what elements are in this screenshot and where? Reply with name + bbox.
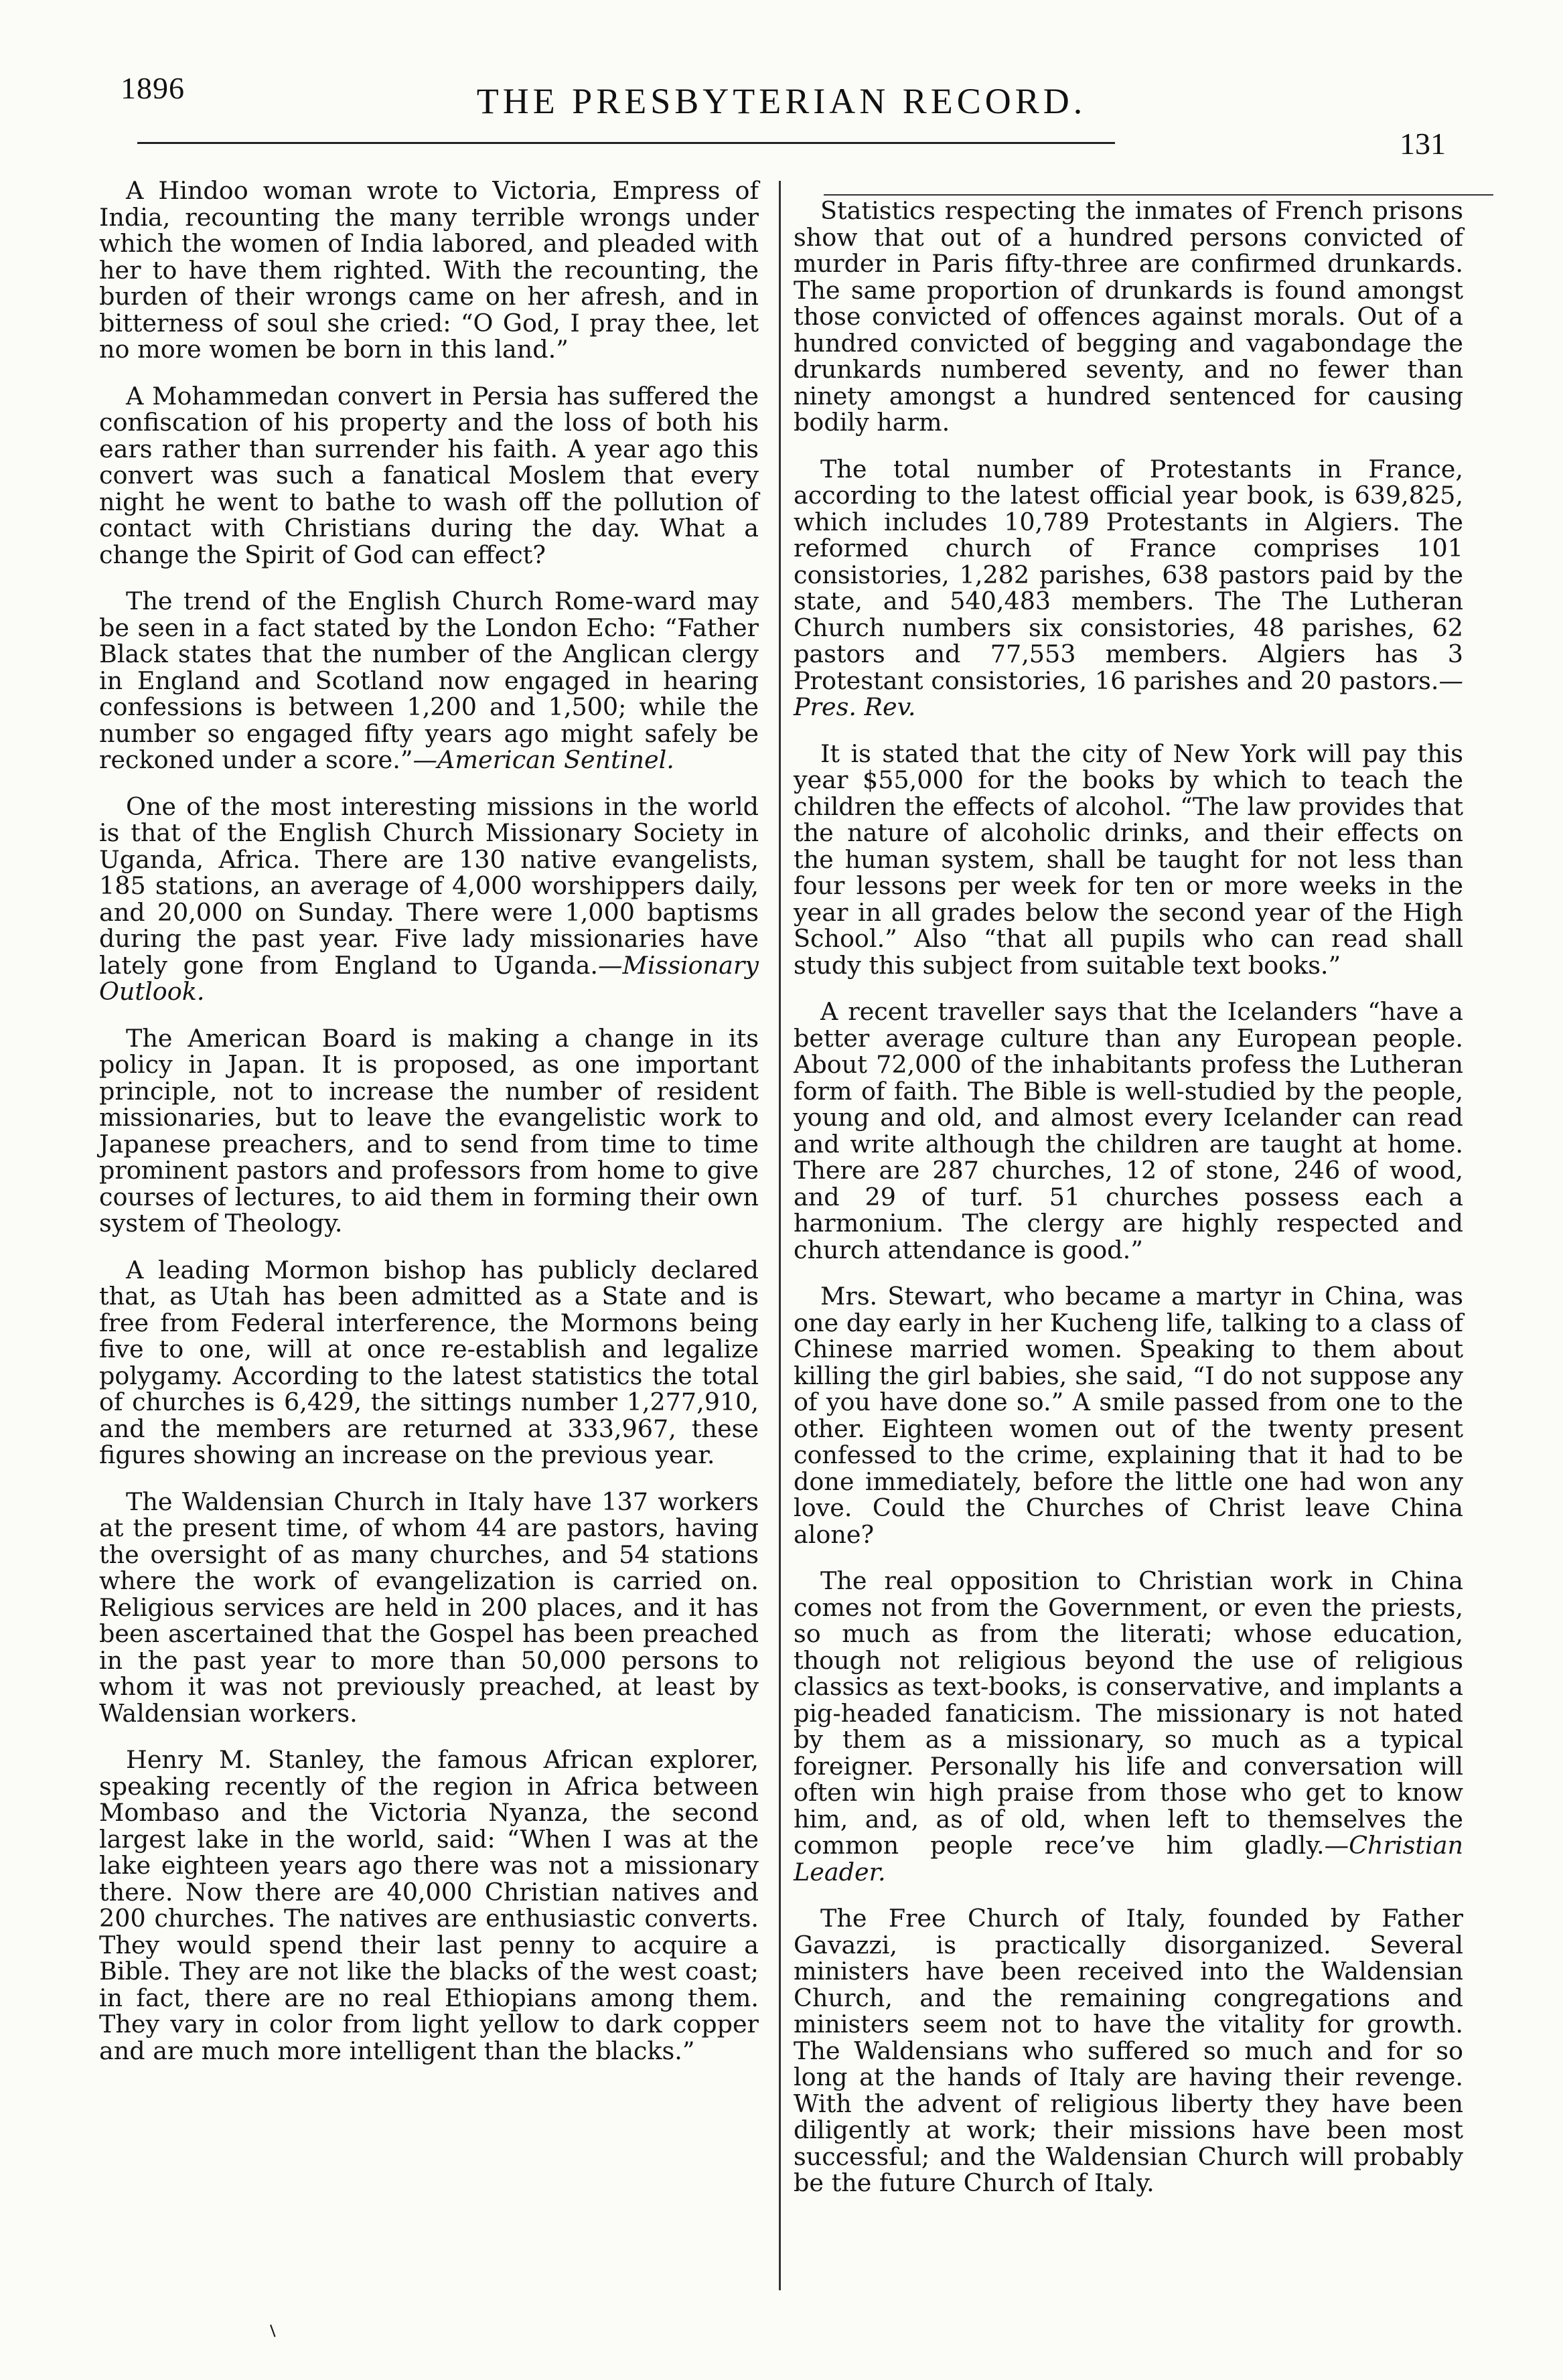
news-item-source: —Christian Leader. <box>794 1831 1463 1886</box>
news-item-text: One of the most interesting missions in the world is that of the English Church Missionary Society in Uganda, Africa. There are 130 native evangelists, 185 stations, an average of 4,000 worshippers daily, and 20,000 on Sunday. There were 1,000 baptisms during the past year. Five lady missionaries have lately gone from England to Uganda. <box>99 792 759 980</box>
news-item-text: Mrs. Stewart, who became a martyr in China, was one day early in her Kucheng life, talking to a class of Chinese married women. Speaking to them about killing the girl babies, she said, “I do not suppose any of you have done so.” A smile passed from one to the other. Eighteen women out of the twenty present confessed to the crime, explaining that it had to be done immediately, before the little one had won any love. Could the Churches of Christ leave China alone? <box>794 1282 1463 1549</box>
news-item-text: Statistics respecting the inmates of French prisons show that out of a hundred persons convicted of murder in Paris fifty-three are confirmed drunkards. The same proportion of drunkards is found amongst those convicted of offences against morals. Out of a hundred convicted of begging and vagabondage the drunkards numbered seventy, and no fewer than ninety amongst a hundred sentenced for causing bodily harm. <box>794 196 1463 437</box>
news-item-text: The real opposition to Christian work in China comes not from the Government, or even the priests, so much as from the literati; whose education, though not religious beyond the use of religious classics as text-books, is conservative, and implants a pig-headed fanaticism. The missionary is not hated by them as a missionary, so much as a typical foreigner. Personally his life and conversation will often win high praise from those who get to know him, and, as of old, when left to themselves the common people rece’ve him gladly. <box>794 1566 1463 1860</box>
header-rule-right <box>824 194 1493 196</box>
news-item <box>99 383 759 569</box>
left-column <box>99 177 759 2084</box>
news-item-text: A Hindoo woman wrote to Victoria, Empress of India, recounting the many terrible wrongs under which the women of India labored, and pleaded with her to have them righted. With the recounting, the burden of their wrongs came on her afresh, and in bitterness of soul she cried: “O God, I pray thee, let no more women be born in this land.” <box>99 176 759 364</box>
column-divider <box>779 181 781 2290</box>
news-item-text: The total number of Protestants in France, according to the latest official year book, is 639,825, which includes 10,789 Protestants in Algiers. The reformed church of France comprises 101 consistories, 1,282 parishes, 638 pastors paid by the state, and 540,483 members. The The Lutheran Church numbers six consistories, 48 parishes, 62 pastors and 77,553 members. Algiers has 3 Protestant consistories, 16 parishes and 20 pastors. <box>794 454 1463 695</box>
news-item <box>99 794 759 1005</box>
news-item-text: The Waldensian Church in Italy have 137 workers at the present time, of whom 44 are pastors, having the oversight of as many churches, and 54 stations where the work of evangelization is carried on. Religious services are held in 200 places, and it has been ascertained that the Gospel has been preached in the past year to more than 50,000 persons to whom it was not previously preached, at least by Waldensian workers. <box>99 1487 759 1728</box>
news-item-text: A Mohammedan convert in Persia has suffered the confiscation of his property and the loss of both his ears rather than surrender his faith. A year ago this convert was such a fanatical Moslem that every night he went to bathe to wash off the pollution of contact with Christians during the day. What a change the Spirit of God can effect? <box>99 381 759 569</box>
news-item <box>99 1489 759 1727</box>
news-item <box>794 1283 1463 1548</box>
news-item <box>99 1746 759 2064</box>
news-item-text: The American Board is making a change in its policy in Japan. It is proposed, as one important principle, not to increase the number of resident missionaries, but to leave the evangelistic work to Japanese preachers, and to send from time to time prominent pastors and professors from home to give courses of lectures, to aid them in forming their own system of Theology. <box>99 1023 759 1238</box>
news-item <box>99 588 759 773</box>
news-item-text: Henry M. Stanley, the famous African explorer, speaking recently of the region in Africa between Mombaso and the Victoria Nyanza, the second largest lake in the world, said: “When I was at the lake eighteen years ago there was not a missionary there. Now there are 40,000 Christian natives and 200 churches. The natives are enthusiastic converts. They would spend their last penny to acquire a Bible. They are not like the blacks of the west coast; in fact, there are no real Ethiopians among them. They vary in color from light yellow to dark copper and are much more intelligent than the blacks.” <box>99 1745 759 2065</box>
news-item <box>99 177 759 363</box>
page-title: THE PRESBYTERIAN RECORD. <box>476 81 1087 121</box>
news-item-text: The Free Church of Italy, founded by Father Gavazzi, is practically disorganized. Several ministers have been received into the Waldensian Church, and the remaining congregations and ministers seem not to have the vitality for growth. The Waldensians who suffered so much and for so long at the hands of Italy are having their revenge. With the advent of religious liberty they have been diligently at work; their missions have been most successful; and the Waldensian Church will probably be the future Church of Italy. <box>794 1904 1463 2197</box>
right-column <box>794 198 1463 2217</box>
news-item <box>794 1568 1463 1885</box>
news-item-source: —Pres. Rev. <box>794 666 1463 721</box>
news-item-source: —Missionary Outlook. <box>99 950 759 1006</box>
news-item <box>794 1905 1463 2197</box>
news-item-source: —American Sentinel. <box>413 745 674 774</box>
news-item <box>794 998 1463 1263</box>
news-item-text: A leading Mormon bishop has publicly declared that, as Utah has been admitted as a State and is free from Federal interference, the Mormons being five to one, will at once re-establish and legalize polygamy. According to the latest statistics the total of churches is 6,429, the sittings number 1,277,910, and the members are returned at 333,967, these figures showing an increase on the previous year. <box>99 1255 759 1469</box>
header-year: 1896 <box>121 71 185 105</box>
stray-mark: ⸌ <box>258 2318 283 2353</box>
news-item <box>99 1025 759 1237</box>
page-number: 131 <box>1400 127 1446 161</box>
news-item <box>794 198 1463 436</box>
news-item-text: It is stated that the city of New York will pay this year $55,000 for the books by which to teach the children the effects of alcohol. “The law provides that the nature of alcoholic drinks, and their effects on the human system, shall be taught for not less than four lessons per week for ten or more weeks in the year in all grades below the second year of the High School.” Also “that all pupils who can read shall study this subject from suitable text books.” <box>794 739 1463 980</box>
header-rule <box>137 142 1115 144</box>
news-item <box>794 741 1463 979</box>
news-item <box>99 1257 759 1469</box>
news-item-text: The trend of the English Church Rome-ward may be seen in a fact stated by the London Echo: “Father Black states that the number of the Anglican clergy in England and Scotland now engaged in hearing confessions is between 1,200 and 1,500; while the number so engaged fifty years ago might safely be reckoned under a score.” <box>99 587 759 774</box>
news-item-text: A recent traveller says that the Icelanders “have a better average culture than any European people. About 72,000 of the inhabitants profess the Lutheran form of faith. The Bible is well-studied by the people, young and old, and almost every Icelander can read and write although the children are taught at home. There are 287 churches, 12 of stone, 246 of wood, and 29 of turf. 51 churches possess each a harmonium. The clergy are highly respected and church attendance is good.” <box>794 997 1463 1264</box>
news-item <box>794 456 1463 721</box>
